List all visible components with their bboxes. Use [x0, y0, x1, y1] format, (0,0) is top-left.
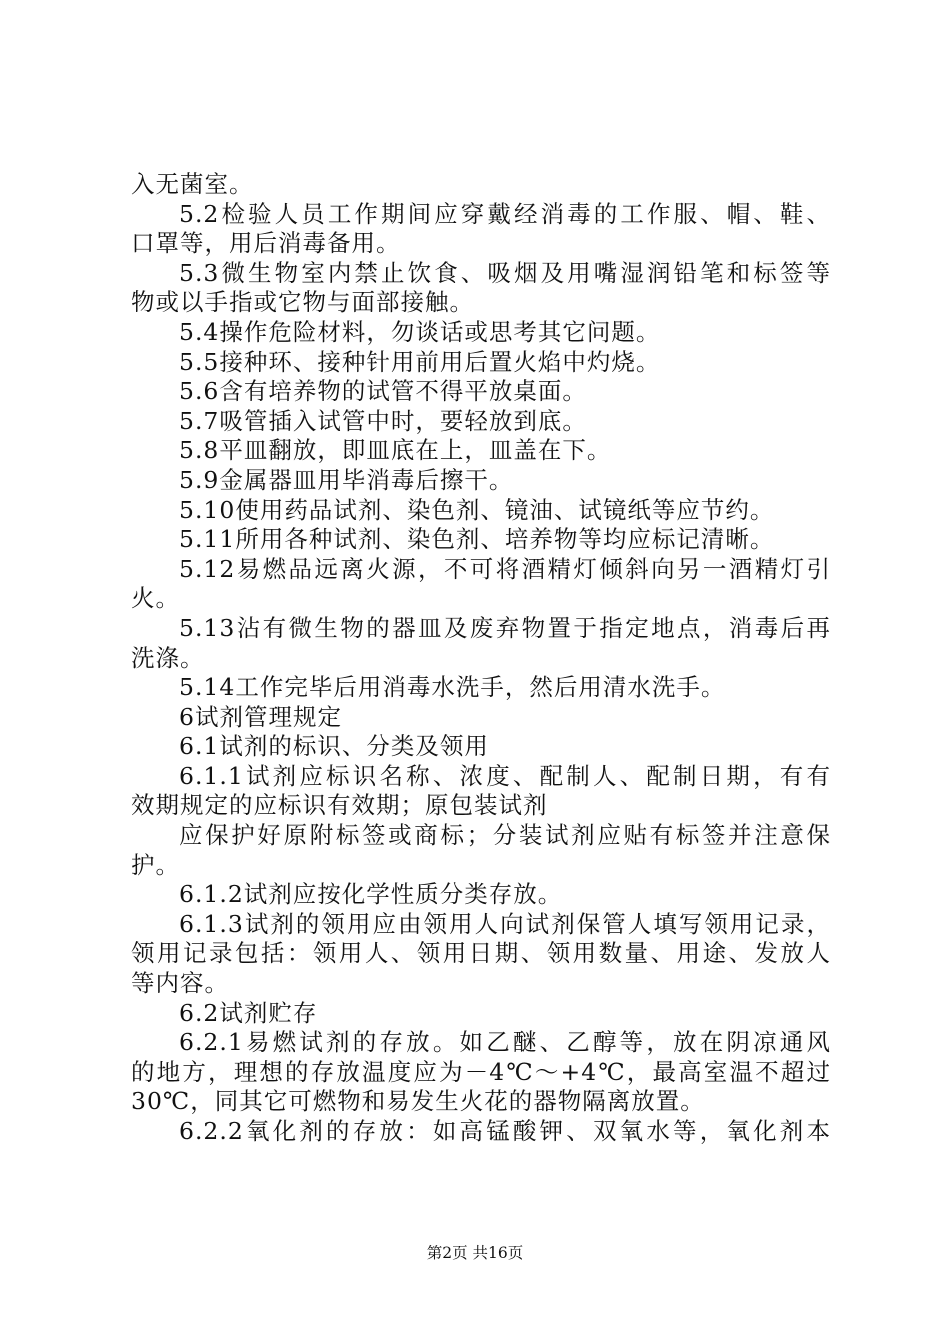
text-line: 火。: [131, 584, 180, 613]
text-line: 5.8平皿翻放，即皿底在上，皿盖在下。: [179, 436, 612, 465]
text-line: 6试剂管理规定: [179, 702, 342, 731]
text-line: 6.2.2氧化剂的存放：如高锰酸钾、双氧水等，氧化剂本: [179, 1117, 831, 1145]
text-line: 6.2.1易燃试剂的存放。如乙醚、乙醇等，放在阴凉通风: [179, 1028, 831, 1057]
page-footer: 第2页 共16页: [426, 1244, 524, 1262]
text-line: 5.6含有培养物的试管不得平放桌面。: [179, 377, 587, 406]
text-line: 6.2试剂贮存: [179, 998, 318, 1027]
text-line: 5.2检验人员工作期间应穿戴经消毒的工作服、帽、鞋、: [179, 199, 831, 228]
text-line: 应保护好原附标签或商标；分装试剂应贴有标签并注意保: [179, 821, 831, 850]
document-body: [131, 170, 831, 1147]
text-line: 物或以手指或它物与面部接触。: [131, 288, 474, 317]
text-line: 5.14工作完毕后用消毒水洗手，然后用清水洗手。: [179, 673, 726, 702]
text-line: 6.1.2试剂应按化学性质分类存放。: [179, 880, 563, 909]
text-line: 等内容。: [131, 969, 229, 998]
text-line: 口罩等，用后消毒备用。: [131, 229, 401, 258]
text-line: 5.4操作危险材料，勿谈话或思考其它问题。: [179, 317, 661, 346]
text-line: 洗涤。: [131, 643, 205, 672]
text-line: 5.9金属器皿用毕消毒后擦干。: [179, 465, 514, 494]
text-line: 30℃，同其它可燃物和易发生火花的器物隔离放置。: [131, 1087, 705, 1116]
text-line: 效期规定的应标识有效期；原包装试剂: [131, 791, 548, 820]
text-line: 6.1.3试剂的领用应由领用人向试剂保管人填写领用记录，: [179, 909, 831, 938]
text-line: 入无菌室。: [131, 170, 254, 198]
text-line: 5.10使用药品试剂、染色剂、镜油、试镜纸等应节约。: [179, 495, 775, 524]
text-line: 6.1.1试剂应标识名称、浓度、配制人、配制日期，有有: [179, 761, 831, 790]
text-line: 6.1试剂的标识、分类及领用: [179, 732, 489, 761]
text-line: 5.5接种环、接种针用前用后置火焰中灼烧。: [179, 347, 661, 376]
text-line: 5.12易燃品远离火源，不可将酒精灯倾斜向另一酒精灯引: [179, 554, 831, 583]
text-line: 5.3微生物室内禁止饮食、吸烟及用嘴湿润铅笔和标签等: [179, 258, 831, 287]
text-line: 5.13沾有微生物的器皿及废弃物置于指定地点，消毒后再: [179, 613, 831, 642]
text-line: 领用记录包括：领用人、领用日期、领用数量、用途、发放人: [131, 939, 831, 968]
text-line: 护。: [131, 850, 180, 879]
text-line: 5.7吸管插入试管中时，要轻放到底。: [179, 406, 587, 435]
text-line: 的地方，理想的存放温度应为－4℃～+4℃，最高室温不超过: [131, 1057, 831, 1086]
text-line: 5.11所用各种试剂、染色剂、培养物等均应标记清晰。: [179, 525, 775, 554]
